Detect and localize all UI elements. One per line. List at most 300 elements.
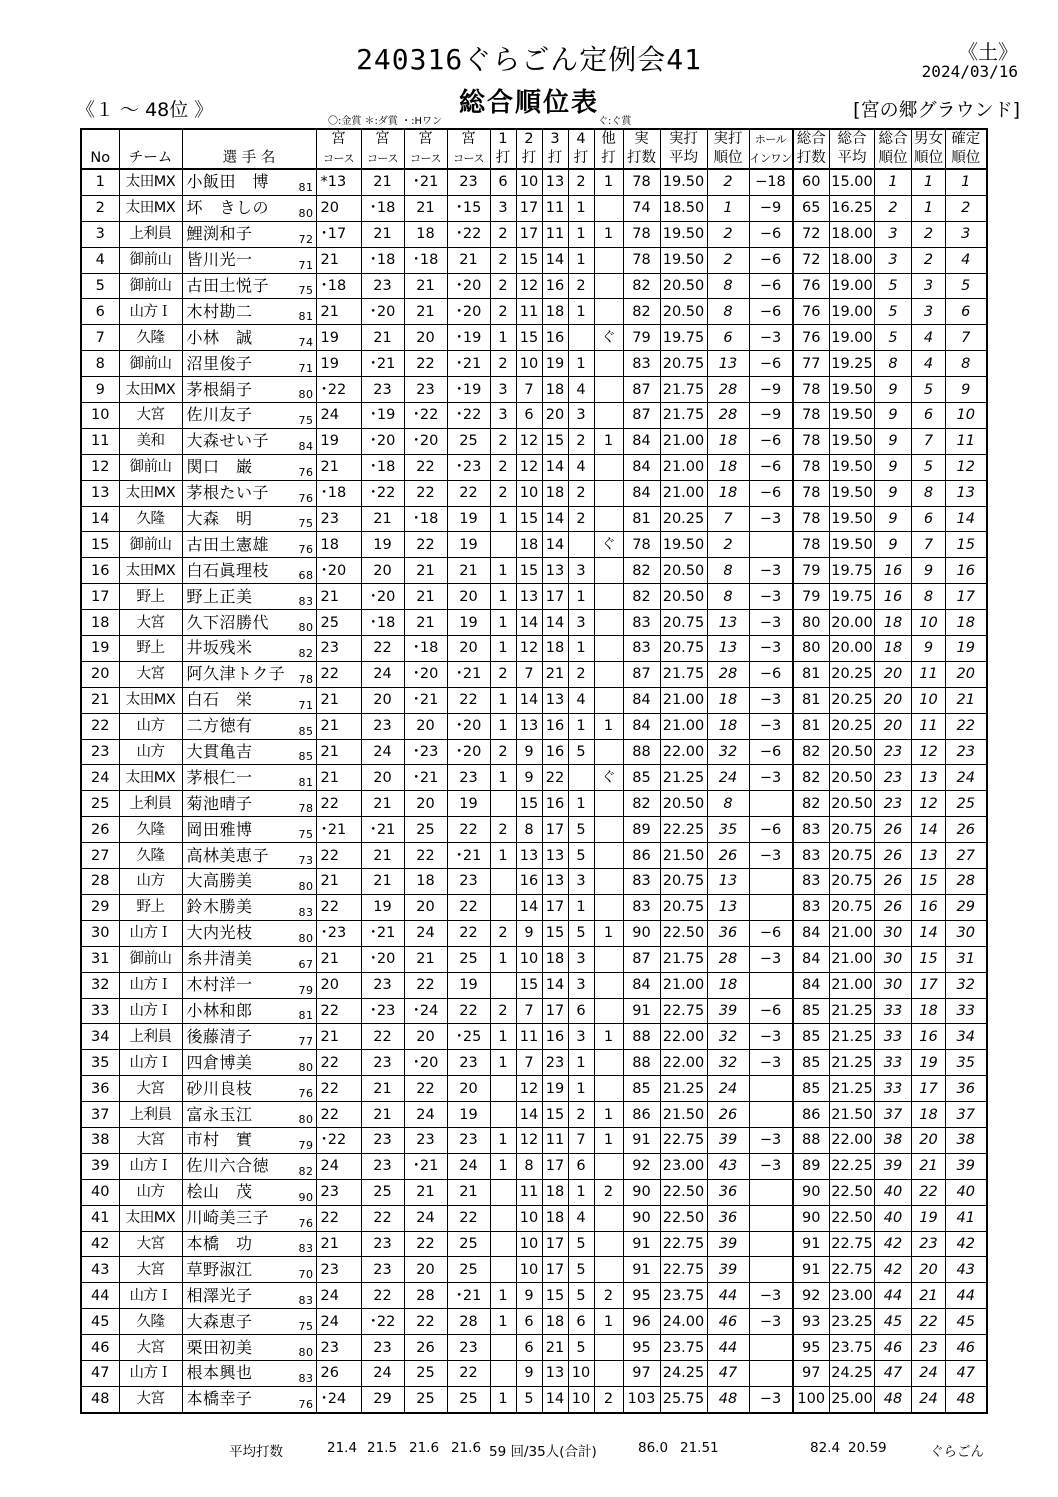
score-cell bbox=[490, 1257, 516, 1283]
score-cell: 23 bbox=[361, 377, 404, 403]
score-cell: 48 bbox=[875, 1386, 912, 1412]
day-of-week: 《土》 bbox=[958, 40, 1018, 64]
score-cell: 81 bbox=[623, 506, 660, 532]
score-cell bbox=[594, 1335, 623, 1361]
table-row bbox=[81, 221, 987, 247]
score-cell: ･19 bbox=[361, 403, 404, 429]
score-cell: 19 bbox=[912, 1050, 946, 1076]
score-cell: −3 bbox=[749, 765, 793, 791]
score-cell: 9 bbox=[875, 480, 912, 506]
score-cell: 6 bbox=[912, 403, 946, 429]
team-cell: 山方Ｉ bbox=[119, 972, 182, 998]
score-cell: −6 bbox=[749, 998, 793, 1024]
score-cell: 18 bbox=[542, 1179, 568, 1205]
player-age: 80 bbox=[298, 879, 314, 893]
table-row bbox=[81, 1360, 987, 1386]
score-cell: 12 bbox=[946, 454, 987, 480]
score-cell: 21.25 bbox=[660, 1076, 707, 1102]
score-cell: 20.50 bbox=[660, 584, 707, 610]
score-cell: 14 bbox=[516, 610, 542, 636]
player-cell bbox=[182, 920, 316, 946]
score-cell: 21.50 bbox=[830, 1102, 875, 1128]
column-header-top: 宮 bbox=[316, 129, 361, 149]
page-subtitle: 総合順位表 bbox=[458, 88, 599, 118]
score-cell bbox=[490, 894, 516, 920]
score-cell: 1 bbox=[707, 195, 749, 221]
score-cell: 10 bbox=[516, 351, 542, 377]
score-cell: 14 bbox=[912, 920, 946, 946]
score-cell: 20.50 bbox=[830, 739, 875, 765]
score-cell: 18 bbox=[707, 713, 749, 739]
score-cell: 20 bbox=[875, 661, 912, 687]
score-cell: 20 bbox=[447, 584, 490, 610]
score-cell bbox=[749, 869, 793, 895]
score-cell: 90 bbox=[793, 1179, 830, 1205]
score-cell: 20 bbox=[912, 1257, 946, 1283]
team-cell: 野上 bbox=[119, 584, 182, 610]
score-cell: 19.75 bbox=[830, 584, 875, 610]
score-cell: 30 bbox=[875, 946, 912, 972]
score-cell: 46 bbox=[875, 1335, 912, 1361]
player-name: 白石眞理枝 bbox=[186, 560, 270, 580]
score-cell: 19.00 bbox=[830, 273, 875, 299]
column-header: コース bbox=[316, 149, 361, 169]
score-cell: −6 bbox=[749, 661, 793, 687]
player-cell bbox=[182, 428, 316, 454]
score-cell: 17 bbox=[912, 972, 946, 998]
table-row bbox=[81, 351, 987, 377]
score-cell: 2 bbox=[490, 273, 516, 299]
column-header-top: 他 bbox=[594, 129, 623, 149]
score-cell: 15 bbox=[542, 920, 568, 946]
score-cell: ･20 bbox=[404, 661, 447, 687]
score-cell: 15 bbox=[542, 1283, 568, 1309]
score-cell: 9 bbox=[875, 403, 912, 429]
team-cell: 上利員 bbox=[119, 1024, 182, 1050]
score-cell: 17 bbox=[542, 998, 568, 1024]
score-cell: 9 bbox=[516, 1283, 542, 1309]
player-cell bbox=[182, 506, 316, 532]
score-cell: 72 bbox=[793, 247, 830, 273]
column-header-top: 宮 bbox=[404, 129, 447, 149]
table-row bbox=[81, 946, 987, 972]
player-age: 80 bbox=[298, 1061, 314, 1075]
score-cell: 19.50 bbox=[830, 480, 875, 506]
score-cell: 82 bbox=[623, 791, 660, 817]
table-row bbox=[81, 377, 987, 403]
score-cell: 21 bbox=[447, 558, 490, 584]
score-cell: 23 bbox=[542, 1050, 568, 1076]
score-cell: 24 bbox=[707, 765, 749, 791]
score-cell: 78 bbox=[623, 221, 660, 247]
footer-rounds: 59 回/35人(合計) bbox=[489, 1444, 597, 1460]
table-row bbox=[81, 506, 987, 532]
score-cell: 9 bbox=[912, 558, 946, 584]
rank-no-cell: 10 bbox=[81, 403, 119, 429]
score-cell bbox=[749, 1231, 793, 1257]
score-cell: 20 bbox=[404, 1257, 447, 1283]
score-cell: 2 bbox=[490, 454, 516, 480]
score-cell: 1 bbox=[490, 1283, 516, 1309]
score-cell: 47 bbox=[707, 1360, 749, 1386]
score-cell: 3 bbox=[912, 299, 946, 325]
score-cell: −3 bbox=[749, 843, 793, 869]
score-cell: 24 bbox=[404, 1205, 447, 1231]
team-cell: 太田MX bbox=[119, 1205, 182, 1231]
score-cell: 87 bbox=[623, 946, 660, 972]
player-age: 82 bbox=[298, 646, 314, 660]
player-age: 80 bbox=[298, 1345, 314, 1359]
score-cell: 20.25 bbox=[830, 661, 875, 687]
player-name: 根本興也 bbox=[186, 1363, 253, 1383]
score-cell: 22 bbox=[404, 843, 447, 869]
score-cell bbox=[749, 532, 793, 558]
score-cell: 26 bbox=[875, 817, 912, 843]
score-cell: 5 bbox=[568, 1283, 594, 1309]
score-cell: 82 bbox=[793, 791, 830, 817]
player-age: 75 bbox=[298, 517, 314, 531]
score-cell bbox=[594, 946, 623, 972]
score-cell: 9 bbox=[875, 506, 912, 532]
score-cell: −6 bbox=[749, 480, 793, 506]
score-cell: −3 bbox=[749, 1153, 793, 1179]
score-cell: 96 bbox=[623, 1309, 660, 1335]
score-cell: 39 bbox=[707, 1257, 749, 1283]
score-cell: 9 bbox=[875, 454, 912, 480]
score-cell bbox=[594, 817, 623, 843]
score-cell: 88 bbox=[623, 739, 660, 765]
score-cell: 20.75 bbox=[660, 894, 707, 920]
score-cell: ･21 bbox=[404, 169, 447, 195]
player-age: 79 bbox=[298, 1138, 314, 1152]
team-cell: 御前山 bbox=[119, 247, 182, 273]
column-header-top: 総合 bbox=[830, 129, 875, 149]
score-cell: 10 bbox=[516, 169, 542, 195]
score-cell: 28 bbox=[946, 869, 987, 895]
score-cell: 83 bbox=[623, 351, 660, 377]
score-cell: 26 bbox=[875, 869, 912, 895]
column-header-top: 実打 bbox=[707, 129, 749, 149]
score-cell: 16.25 bbox=[830, 195, 875, 221]
score-cell: ･23 bbox=[361, 998, 404, 1024]
score-cell: −3 bbox=[749, 325, 793, 351]
score-cell: 36 bbox=[946, 1076, 987, 1102]
score-cell: 20.00 bbox=[830, 636, 875, 662]
score-cell: 85 bbox=[793, 1024, 830, 1050]
score-cell bbox=[594, 299, 623, 325]
score-cell: 2 bbox=[707, 532, 749, 558]
player-cell bbox=[182, 325, 316, 351]
player-name: 木村洋一 bbox=[186, 975, 253, 995]
score-cell: −6 bbox=[749, 351, 793, 377]
score-cell: ･24 bbox=[404, 998, 447, 1024]
score-cell: 1 bbox=[568, 351, 594, 377]
score-cell: 21.50 bbox=[660, 843, 707, 869]
rank-no-cell: 15 bbox=[81, 532, 119, 558]
rank-no-cell: 23 bbox=[81, 739, 119, 765]
table-row bbox=[81, 558, 987, 584]
score-cell: 39 bbox=[707, 1127, 749, 1153]
score-cell: 22 bbox=[447, 480, 490, 506]
table-row bbox=[81, 1283, 987, 1309]
score-cell: 1 bbox=[568, 1076, 594, 1102]
score-cell: 9 bbox=[875, 532, 912, 558]
score-cell: 15 bbox=[542, 428, 568, 454]
score-cell: 1 bbox=[490, 1153, 516, 1179]
score-cell: 21 bbox=[447, 1179, 490, 1205]
score-cell: 15 bbox=[912, 946, 946, 972]
score-cell: 24 bbox=[404, 920, 447, 946]
table-row bbox=[81, 169, 987, 195]
score-cell: 20 bbox=[404, 1024, 447, 1050]
score-cell: 1 bbox=[490, 765, 516, 791]
table-row bbox=[81, 584, 987, 610]
rank-no-cell: 14 bbox=[81, 506, 119, 532]
score-cell bbox=[594, 1360, 623, 1386]
score-cell bbox=[594, 1231, 623, 1257]
score-cell: 3 bbox=[490, 377, 516, 403]
score-cell bbox=[490, 1231, 516, 1257]
score-cell: 1 bbox=[490, 687, 516, 713]
team-cell: 山方 bbox=[119, 713, 182, 739]
score-cell: 14 bbox=[516, 1102, 542, 1128]
score-cell: 8 bbox=[707, 299, 749, 325]
score-cell: 20.75 bbox=[660, 869, 707, 895]
score-cell: 21 bbox=[404, 558, 447, 584]
score-cell: 103 bbox=[623, 1386, 660, 1412]
award-legend-gu: ぐ:ぐ賞 bbox=[598, 116, 632, 127]
score-cell: 78 bbox=[793, 480, 830, 506]
score-cell: 30 bbox=[875, 920, 912, 946]
score-cell: 17 bbox=[542, 894, 568, 920]
team-cell: 山方Ｉ bbox=[119, 299, 182, 325]
score-cell: ･20 bbox=[361, 946, 404, 972]
score-cell bbox=[594, 739, 623, 765]
score-cell: ･18 bbox=[404, 636, 447, 662]
score-cell: 25 bbox=[447, 1231, 490, 1257]
score-cell: 25 bbox=[447, 1257, 490, 1283]
score-cell: 13 bbox=[912, 765, 946, 791]
player-age: 81 bbox=[298, 776, 314, 790]
score-cell: 2 bbox=[490, 247, 516, 273]
score-cell: 22 bbox=[316, 661, 361, 687]
score-cell: 3 bbox=[912, 273, 946, 299]
score-cell bbox=[594, 894, 623, 920]
score-cell: 13 bbox=[516, 843, 542, 869]
rank-no-cell: 46 bbox=[81, 1335, 119, 1361]
team-cell: 太田MX bbox=[119, 558, 182, 584]
score-cell: 90 bbox=[623, 920, 660, 946]
score-cell: 92 bbox=[793, 1283, 830, 1309]
score-cell: 11 bbox=[542, 1127, 568, 1153]
score-cell: 22 bbox=[361, 636, 404, 662]
rank-no-cell: 48 bbox=[81, 1386, 119, 1412]
score-cell: 23.75 bbox=[660, 1335, 707, 1361]
score-cell: 21.00 bbox=[660, 972, 707, 998]
score-cell: ･18 bbox=[361, 195, 404, 221]
score-cell: 20.25 bbox=[830, 687, 875, 713]
column-header: 打 bbox=[568, 149, 594, 169]
score-cell: 10 bbox=[568, 1360, 594, 1386]
table-row bbox=[81, 869, 987, 895]
score-cell: 84 bbox=[793, 946, 830, 972]
score-cell bbox=[490, 1360, 516, 1386]
score-cell: 20.50 bbox=[660, 299, 707, 325]
player-cell bbox=[182, 1335, 316, 1361]
footer-total-mean: 20.59 bbox=[848, 1440, 887, 1456]
player-cell bbox=[182, 972, 316, 998]
score-cell: 91 bbox=[793, 1257, 830, 1283]
player-cell bbox=[182, 1127, 316, 1153]
column-header: 選 手 名 bbox=[182, 149, 316, 169]
player-cell bbox=[182, 687, 316, 713]
score-cell: 14 bbox=[542, 247, 568, 273]
score-cell: 80 bbox=[793, 610, 830, 636]
score-cell: 79 bbox=[793, 558, 830, 584]
score-cell: 22 bbox=[316, 1205, 361, 1231]
score-cell: 6 bbox=[568, 998, 594, 1024]
player-name: 岡田雅博 bbox=[186, 819, 253, 839]
player-cell bbox=[182, 765, 316, 791]
player-name: 井坂残米 bbox=[186, 638, 253, 658]
score-cell: 9 bbox=[875, 377, 912, 403]
score-cell: 19.50 bbox=[830, 428, 875, 454]
column-header: 打 bbox=[542, 149, 568, 169]
player-cell bbox=[182, 713, 316, 739]
score-cell: 3 bbox=[875, 221, 912, 247]
rank-no-cell: 6 bbox=[81, 299, 119, 325]
score-cell: 24 bbox=[707, 1076, 749, 1102]
team-cell: 美和 bbox=[119, 428, 182, 454]
score-cell: 33 bbox=[875, 1076, 912, 1102]
table-row bbox=[81, 1153, 987, 1179]
score-cell: ･20 bbox=[447, 273, 490, 299]
score-cell: 1 bbox=[490, 1127, 516, 1153]
player-cell bbox=[182, 247, 316, 273]
table-row bbox=[81, 1102, 987, 1128]
player-cell bbox=[182, 1231, 316, 1257]
score-cell: 18 bbox=[946, 610, 987, 636]
team-cell: 大宮 bbox=[119, 1257, 182, 1283]
score-cell: 5 bbox=[875, 273, 912, 299]
score-cell: 1 bbox=[912, 195, 946, 221]
table-row bbox=[81, 1179, 987, 1205]
score-cell: 22 bbox=[361, 1283, 404, 1309]
rank-no-cell: 18 bbox=[81, 610, 119, 636]
footer-course3-avg: 21.6 bbox=[409, 1440, 440, 1456]
score-cell: 26 bbox=[707, 1102, 749, 1128]
column-header: 打数 bbox=[623, 149, 660, 169]
score-cell: ･21 bbox=[447, 1283, 490, 1309]
score-cell bbox=[594, 506, 623, 532]
score-cell: 8 bbox=[707, 273, 749, 299]
team-cell: 太田MX bbox=[119, 169, 182, 195]
rank-no-cell: 36 bbox=[81, 1076, 119, 1102]
score-cell: 23 bbox=[447, 1335, 490, 1361]
score-cell: 84 bbox=[623, 687, 660, 713]
score-cell: 2 bbox=[490, 299, 516, 325]
score-cell: 39 bbox=[946, 1153, 987, 1179]
score-cell: 10 bbox=[946, 403, 987, 429]
score-cell: 83 bbox=[793, 894, 830, 920]
score-cell: ･23 bbox=[316, 920, 361, 946]
score-cell: 9 bbox=[516, 1360, 542, 1386]
team-cell: 大宮 bbox=[119, 1335, 182, 1361]
score-cell: 1 bbox=[568, 1179, 594, 1205]
score-cell: 21 bbox=[316, 739, 361, 765]
table-row bbox=[81, 247, 987, 273]
score-cell: 1 bbox=[594, 1024, 623, 1050]
score-cell: 6 bbox=[516, 1335, 542, 1361]
score-cell bbox=[594, 998, 623, 1024]
player-age: 81 bbox=[298, 1009, 314, 1023]
score-cell: 16 bbox=[542, 713, 568, 739]
score-cell: 14 bbox=[542, 532, 568, 558]
player-name: 関口 巌 bbox=[186, 457, 253, 477]
score-cell: 22.75 bbox=[660, 1127, 707, 1153]
table-row bbox=[81, 713, 987, 739]
score-cell: ･23 bbox=[447, 454, 490, 480]
score-cell: 21 bbox=[404, 273, 447, 299]
table-row bbox=[81, 687, 987, 713]
player-age: 85 bbox=[298, 724, 314, 738]
score-cell: 85 bbox=[793, 998, 830, 1024]
column-header-top bbox=[119, 129, 182, 149]
team-cell: 久隆 bbox=[119, 843, 182, 869]
player-age: 80 bbox=[298, 1112, 314, 1126]
score-cell: 20.25 bbox=[660, 506, 707, 532]
score-cell: 89 bbox=[793, 1153, 830, 1179]
player-age: 83 bbox=[298, 595, 314, 609]
score-cell: 78 bbox=[793, 377, 830, 403]
score-cell: 22.75 bbox=[830, 1231, 875, 1257]
score-cell bbox=[749, 791, 793, 817]
score-cell: 15 bbox=[516, 506, 542, 532]
table-row bbox=[81, 1050, 987, 1076]
score-cell: 6 bbox=[568, 1309, 594, 1335]
score-cell: 3 bbox=[568, 558, 594, 584]
score-cell: 29 bbox=[946, 894, 987, 920]
score-cell: 22.50 bbox=[660, 1179, 707, 1205]
score-cell: 5 bbox=[568, 1335, 594, 1361]
header-row-top bbox=[81, 129, 987, 149]
score-cell bbox=[594, 584, 623, 610]
rank-no-cell: 8 bbox=[81, 351, 119, 377]
score-cell: 21 bbox=[361, 869, 404, 895]
score-cell: ･18 bbox=[404, 506, 447, 532]
score-cell: ･18 bbox=[361, 454, 404, 480]
score-cell: 23 bbox=[361, 1153, 404, 1179]
score-cell: 28 bbox=[447, 1309, 490, 1335]
score-cell: 11 bbox=[516, 299, 542, 325]
score-cell: 82 bbox=[623, 273, 660, 299]
team-cell: 大宮 bbox=[119, 1127, 182, 1153]
score-cell: 1 bbox=[490, 713, 516, 739]
player-age: 83 bbox=[298, 1371, 314, 1385]
score-cell: 2 bbox=[568, 273, 594, 299]
rank-no-cell: 1 bbox=[81, 169, 119, 195]
score-cell: 3 bbox=[568, 972, 594, 998]
score-cell: 3 bbox=[568, 610, 594, 636]
score-cell: 20 bbox=[875, 713, 912, 739]
score-cell: 21.25 bbox=[660, 765, 707, 791]
player-age: 75 bbox=[298, 413, 314, 427]
score-cell: 3 bbox=[875, 247, 912, 273]
score-cell: 23 bbox=[912, 1335, 946, 1361]
player-name: 二方徳有 bbox=[186, 716, 253, 736]
score-cell: ･23 bbox=[404, 739, 447, 765]
score-cell: 23 bbox=[404, 1127, 447, 1153]
